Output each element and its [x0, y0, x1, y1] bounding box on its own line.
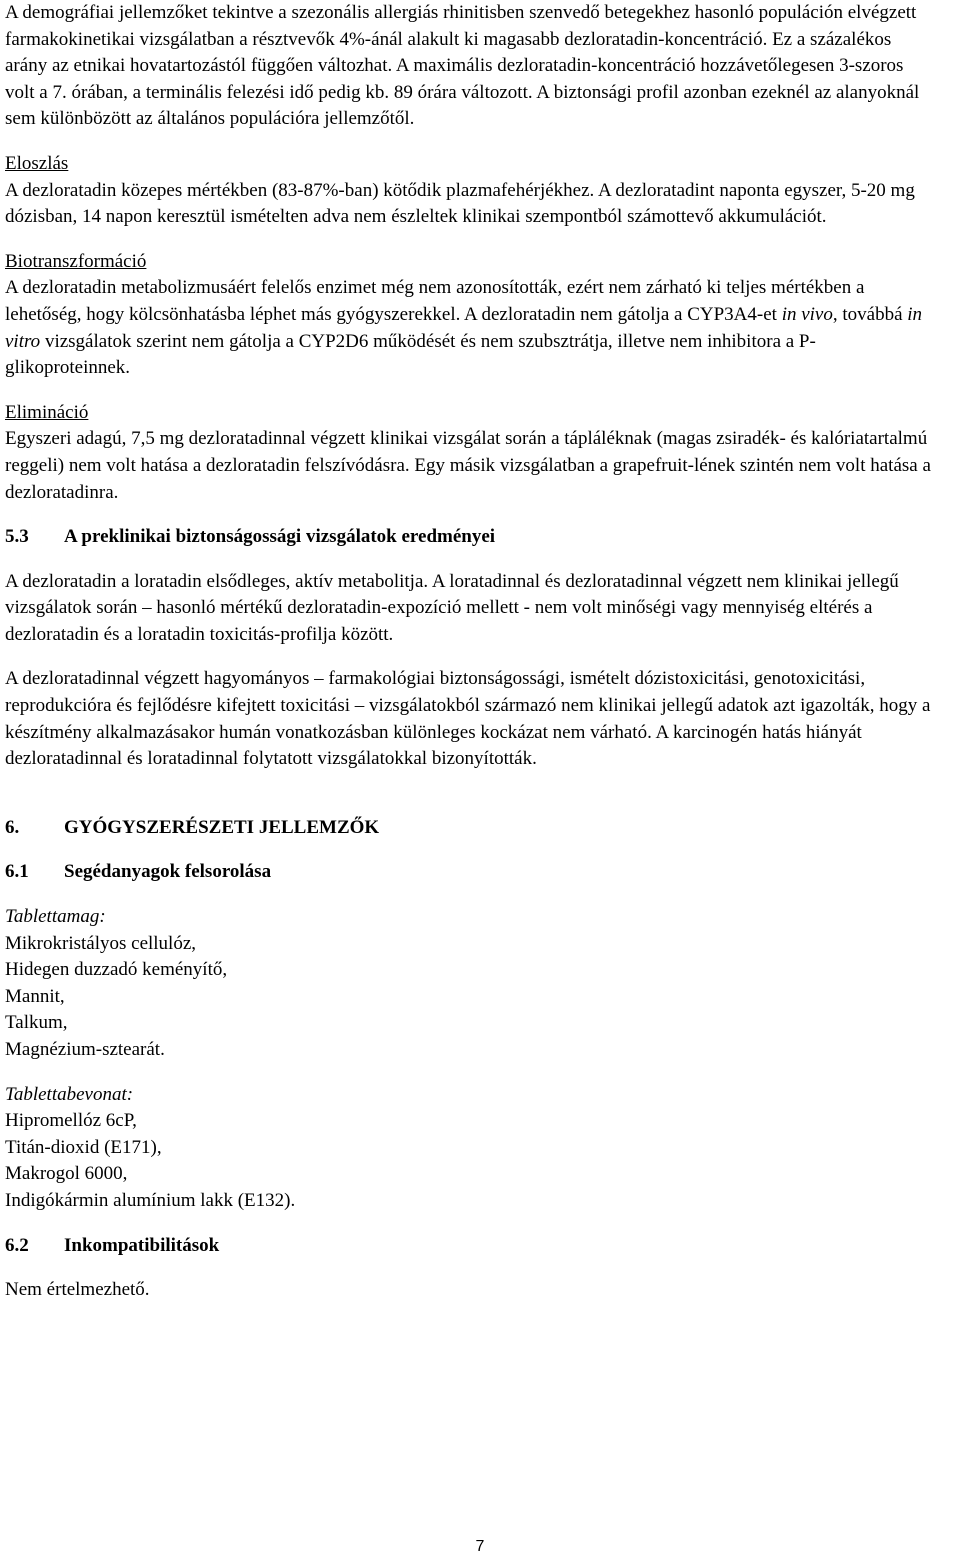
section-6-2-heading [5, 1233, 935, 1260]
list-item: Hidegen duzzadó keményítő, [5, 959, 228, 981]
section-5-3-number: 5.3 [5, 526, 29, 548]
biotransformation-title: Biotranszformáció [5, 250, 147, 272]
list-item: Makrogol 6000, [5, 1163, 128, 1185]
section-6-1-number: 6.1 [5, 861, 29, 883]
section-6-1-title: Segédanyagok felsorolása [64, 861, 272, 883]
tablet-core-list [5, 904, 935, 1064]
in-vitro-term: in vitro [5, 303, 923, 352]
elimination-title: Elimináció [5, 401, 89, 423]
biotransformation-section [5, 249, 935, 382]
distribution-section [5, 151, 935, 231]
list-item: Titán-dioxid (E171), [5, 1136, 162, 1158]
biotransformation-text [5, 275, 935, 381]
list-item: Magnézium-sztearát. [5, 1039, 165, 1060]
section-5-3-paragraph-2: A dezloratadinnal végzett hagyományos – farmakológiai biztonságossági, ismételt dózistoxicitási, genotoxicitási, reprodukcióra és fejlődésre kifejtett toxicitási – vizsgálatokból származó nem klinikai jellegű adatok azt igazolták, hogy a készítmény alkalmazásakor humán vonatkozásban különleges kockázat nem várható. A karcinogén hatás hiányát dezloratadinnal és loratadinnal folytatott vizsgálatokkal bizonyították. [5, 668, 931, 770]
list-item: Mannit, [5, 985, 65, 1007]
section-5-3-paragraph-1: A dezloratadin a loratadin elsődleges, aktív metabolitja. A loratadinnal és dezloratadinnal végzett nem klinikai jellegű vizsgálatok során – hasonló mértékű dezloratadin-expozíció mellett - nem volt minőségi vagy mennyiség eltérés a dezloratadin és a loratadin toxicitás-profilja között. [5, 570, 899, 645]
tablet-coating-list [5, 1082, 935, 1215]
list-item: Hipromellóz 6cP, [5, 1110, 137, 1132]
page-content [5, 0, 935, 1322]
distribution-title: Eloszlás [5, 152, 69, 174]
section-6-1-heading [5, 859, 935, 886]
page-number: 7 [475, 1538, 485, 1555]
section-6-2-text: Nem értelmezhető. [5, 1279, 150, 1301]
section-6-2-title: Inkompatibilitások [64, 1234, 220, 1256]
list-item: Talkum, [5, 1012, 68, 1034]
list-item: Mikrokristályos cellulóz, [5, 932, 197, 954]
section-6-number: 6. [5, 816, 20, 838]
section-6-title: GYÓGYSZERÉSZETI JELLEMZŐK [64, 816, 380, 838]
tablet-coating-label: Tablettabevonat: [5, 1083, 134, 1105]
biotransformation-text-part2: , továbbá [832, 303, 908, 325]
distribution-text: A dezloratadin közepes mértékben (83-87%-ban) kötődik plazmafehérjékhez. A dezloratadint naponta egyszer, 5-20 mg dózisban, 14 napon keresztül ismételten adva nem észleltek klinikai szempontból számottevő akkumulációt. [5, 179, 915, 228]
list-item: Indigókármin alumínium lakk (E132). [5, 1189, 296, 1211]
elimination-text: Egyszeri adagú, 7,5 mg dezloratadinnal végzett klinikai vizsgálat során a tápláléknak (magas zsiradék- és kalóriatartalmú reggeli) nem volt hatása a dezloratadin felszívódásra. Egy másik vizsgálatban a grapefruit-lének szintén nem volt hatása a dezloratadinra. [5, 428, 931, 503]
section-6-2-number: 6.2 [5, 1234, 29, 1256]
tablet-core-label: Tablettamag: [5, 906, 106, 928]
in-vivo-term: in vivo [781, 303, 833, 325]
intro-paragraph: A demográfiai jellemzőket tekintve a szezonális allergiás rhinitisben szenvedő betegekhez hasonló populáción elvégzett farmakokinetikai vizsgálatban a résztvevők 4%-ánál alakult ki magasabb dezloratadin-koncentráció. Ez a százalékos arány az etnikai hovatartozástól függően változhat. A maximális dezloratadin-koncentráció hozzávetőlegesen 3-szoros volt a 7. órában, a terminális felezési idő pedig kb. 89 órára változott. A biztonsági profil azonban ezeknél az alanyoknál sem különbözött az általános populációra jellemzőtől. [5, 2, 920, 130]
biotransformation-text-part1: A dezloratadin metabolizmusáért felelős enzimet még nem azonosították, ezért nem zárható ki teljes mértékben a lehetőség, hogy kölcsönhatásba léphet más gyógyszerekkel. A dezloratadin nem gátolja a CYP3A4-et [5, 277, 865, 325]
section-6-heading [5, 815, 935, 842]
elimination-section [5, 400, 935, 506]
section-5-3-heading [5, 524, 935, 551]
section-5-3-title: A preklinikai biztonságossági vizsgálatok eredményei [64, 526, 496, 548]
biotransformation-text-part3: vizsgálatok szerint nem gátolja a CYP2D6 működését és nem szubsztrátja, illetve nem inhibitora a P-glikoproteinnek. [5, 330, 816, 379]
